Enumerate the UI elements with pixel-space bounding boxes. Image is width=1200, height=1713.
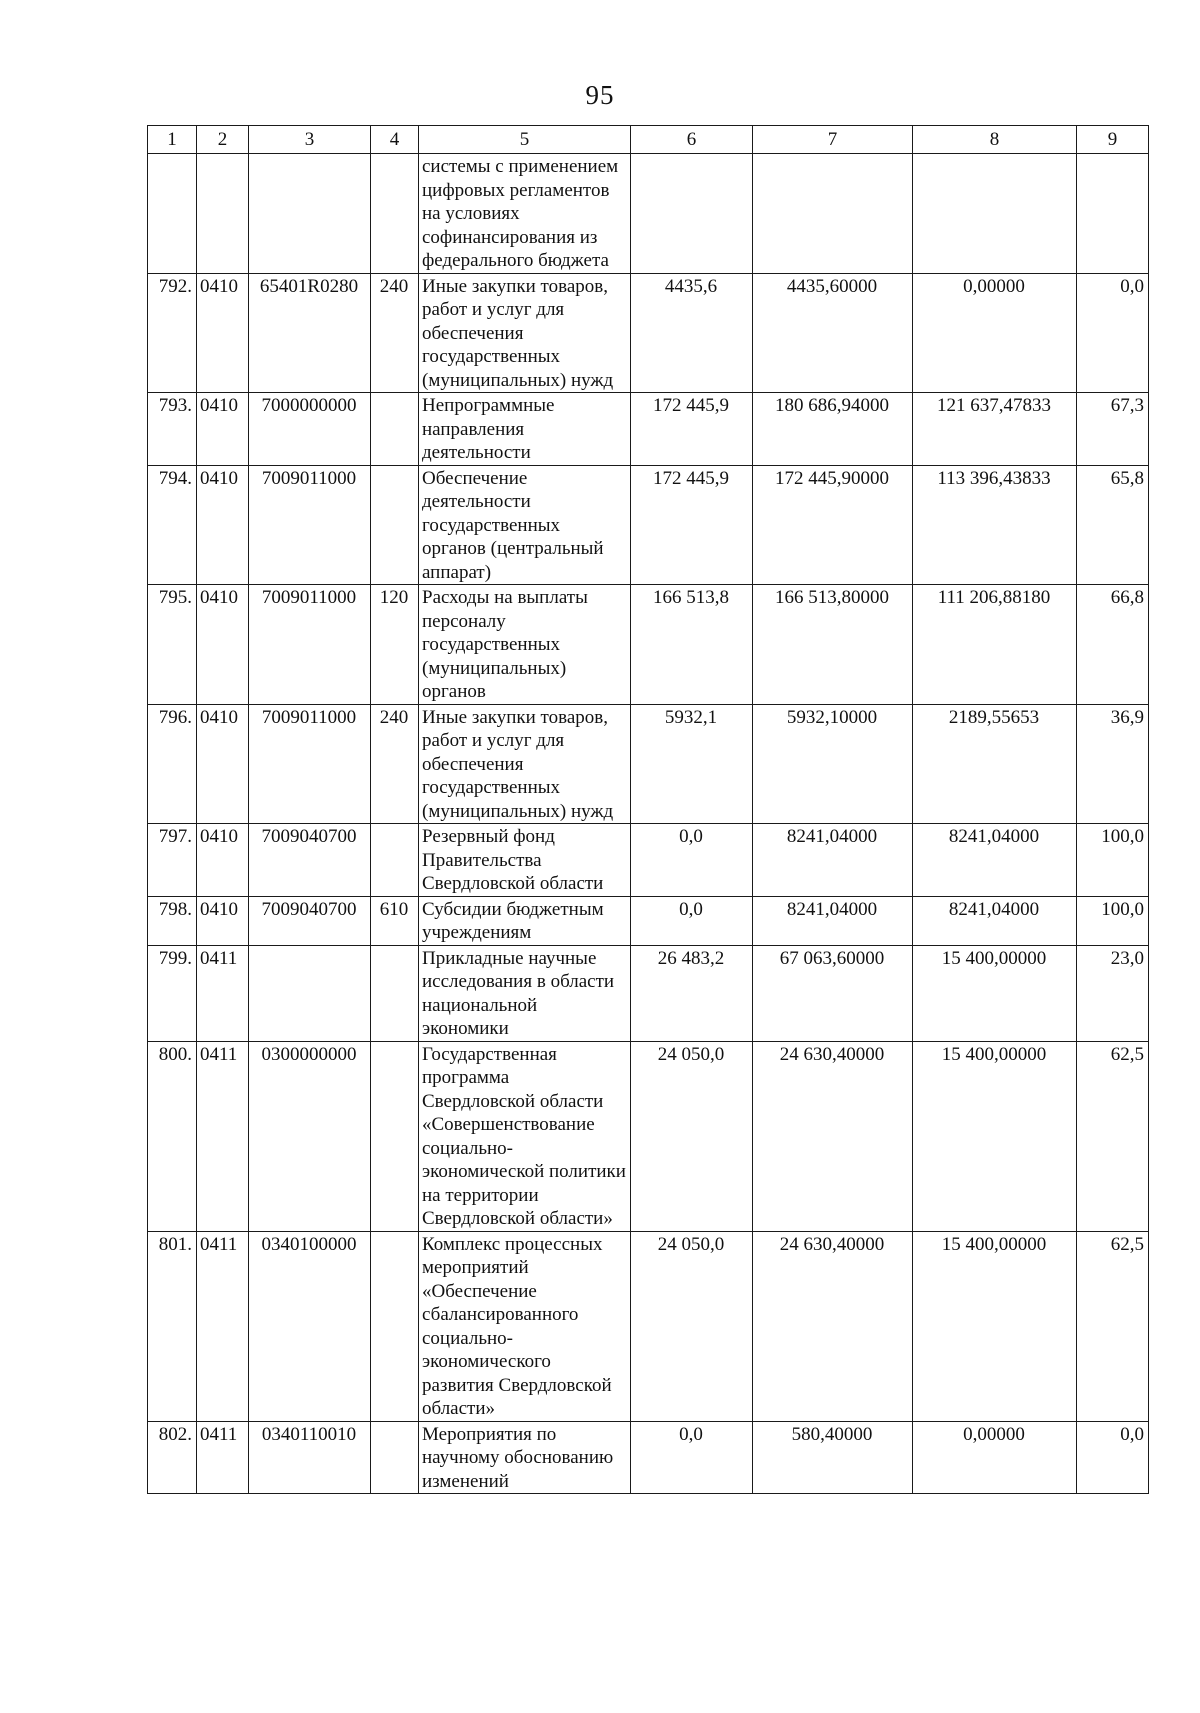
table-row bbox=[148, 1421, 1149, 1494]
budget-list-amount-cell: 166 513,80000 bbox=[753, 585, 913, 705]
executed-amount-cell bbox=[913, 154, 1077, 274]
target-article-cell: 7009040700 bbox=[249, 896, 371, 945]
target-article-cell: 7009011000 bbox=[249, 585, 371, 705]
item-name-cell: Обеспечение деятельности государственных органов (центральный аппарат) bbox=[419, 465, 631, 585]
row-number-cell: 796. bbox=[148, 704, 197, 824]
target-article-cell: 0300000000 bbox=[249, 1041, 371, 1231]
executed-amount-cell: 0,00000 bbox=[913, 1421, 1077, 1494]
header-cell: 9 bbox=[1077, 126, 1149, 154]
executed-amount-cell: 113 396,43833 bbox=[913, 465, 1077, 585]
row-number-cell bbox=[148, 154, 197, 274]
section-code-cell: 0410 bbox=[197, 393, 249, 466]
executed-amount-cell: 15 400,00000 bbox=[913, 945, 1077, 1041]
header-cell: 7 bbox=[753, 126, 913, 154]
budget-list-amount-cell: 180 686,94000 bbox=[753, 393, 913, 466]
item-name-cell: Прикладные научные исследования в области национальной экономики bbox=[419, 945, 631, 1041]
execution-percent-cell: 0,0 bbox=[1077, 273, 1149, 393]
section-code-cell: 0410 bbox=[197, 585, 249, 705]
executed-amount-cell: 8241,04000 bbox=[913, 824, 1077, 897]
header-cell: 3 bbox=[249, 126, 371, 154]
target-article-cell: 7000000000 bbox=[249, 393, 371, 466]
executed-amount-cell: 0,00000 bbox=[913, 273, 1077, 393]
execution-percent-cell: 23,0 bbox=[1077, 945, 1149, 1041]
expense-type-cell bbox=[371, 465, 419, 585]
executed-amount-cell: 8241,04000 bbox=[913, 896, 1077, 945]
section-code-cell: 0410 bbox=[197, 465, 249, 585]
section-code-cell: 0410 bbox=[197, 824, 249, 897]
table-row bbox=[148, 1041, 1149, 1231]
table-row bbox=[148, 393, 1149, 466]
budget-list-amount-cell: 5932,10000 bbox=[753, 704, 913, 824]
section-code-cell: 0411 bbox=[197, 1421, 249, 1494]
item-name-cell: Иные закупки товаров, работ и услуг для обеспечения государственных (муниципальных) нужд bbox=[419, 704, 631, 824]
section-code-cell: 0411 bbox=[197, 1231, 249, 1421]
execution-percent-cell: 0,0 bbox=[1077, 1421, 1149, 1494]
approved-amount-cell: 0,0 bbox=[631, 1421, 753, 1494]
expense-type-cell bbox=[371, 154, 419, 274]
table-row bbox=[148, 945, 1149, 1041]
execution-percent-cell: 100,0 bbox=[1077, 896, 1149, 945]
expense-type-cell: 120 bbox=[371, 585, 419, 705]
target-article-cell: 0340100000 bbox=[249, 1231, 371, 1421]
budget-table bbox=[147, 125, 1149, 1494]
budget-list-amount-cell: 8241,04000 bbox=[753, 824, 913, 897]
execution-percent-cell: 66,8 bbox=[1077, 585, 1149, 705]
execution-percent-cell: 62,5 bbox=[1077, 1231, 1149, 1421]
table-header-row bbox=[148, 126, 1149, 154]
execution-percent-cell: 36,9 bbox=[1077, 704, 1149, 824]
budget-list-amount-cell: 4435,60000 bbox=[753, 273, 913, 393]
approved-amount-cell: 166 513,8 bbox=[631, 585, 753, 705]
approved-amount-cell bbox=[631, 154, 753, 274]
table-row bbox=[148, 1231, 1149, 1421]
table-row bbox=[148, 585, 1149, 705]
section-code-cell: 0410 bbox=[197, 273, 249, 393]
executed-amount-cell: 15 400,00000 bbox=[913, 1041, 1077, 1231]
row-number-cell: 793. bbox=[148, 393, 197, 466]
executed-amount-cell: 2189,55653 bbox=[913, 704, 1077, 824]
row-number-cell: 798. bbox=[148, 896, 197, 945]
table-row bbox=[148, 704, 1149, 824]
approved-amount-cell: 0,0 bbox=[631, 896, 753, 945]
budget-list-amount-cell bbox=[753, 154, 913, 274]
expense-type-cell bbox=[371, 393, 419, 466]
header-cell: 6 bbox=[631, 126, 753, 154]
execution-percent-cell: 65,8 bbox=[1077, 465, 1149, 585]
item-name-cell: Комплекс процессных мероприятий «Обеспечение сбалансированного социально-экономического развития Свердловской области» bbox=[419, 1231, 631, 1421]
approved-amount-cell: 24 050,0 bbox=[631, 1041, 753, 1231]
target-article-cell bbox=[249, 154, 371, 274]
expense-type-cell bbox=[371, 1231, 419, 1421]
row-number-cell: 801. bbox=[148, 1231, 197, 1421]
expense-type-cell bbox=[371, 1041, 419, 1231]
target-article-cell: 7009040700 bbox=[249, 824, 371, 897]
header-cell: 8 bbox=[913, 126, 1077, 154]
executed-amount-cell: 111 206,88180 bbox=[913, 585, 1077, 705]
item-name-cell: Мероприятия по научному обоснованию изменений bbox=[419, 1421, 631, 1494]
row-number-cell: 794. bbox=[148, 465, 197, 585]
approved-amount-cell: 0,0 bbox=[631, 824, 753, 897]
target-article-cell: 0340110010 bbox=[249, 1421, 371, 1494]
header-cell: 2 bbox=[197, 126, 249, 154]
execution-percent-cell bbox=[1077, 154, 1149, 274]
expense-type-cell: 240 bbox=[371, 704, 419, 824]
table-row bbox=[148, 273, 1149, 393]
budget-list-amount-cell: 172 445,90000 bbox=[753, 465, 913, 585]
approved-amount-cell: 172 445,9 bbox=[631, 465, 753, 585]
budget-list-amount-cell: 8241,04000 bbox=[753, 896, 913, 945]
budget-list-amount-cell: 67 063,60000 bbox=[753, 945, 913, 1041]
execution-percent-cell: 62,5 bbox=[1077, 1041, 1149, 1231]
expense-type-cell bbox=[371, 945, 419, 1041]
execution-percent-cell: 100,0 bbox=[1077, 824, 1149, 897]
page-number: 95 bbox=[585, 80, 615, 110]
table-row bbox=[148, 824, 1149, 897]
row-number-cell: 797. bbox=[148, 824, 197, 897]
section-code-cell: 0411 bbox=[197, 1041, 249, 1231]
row-number-cell: 802. bbox=[148, 1421, 197, 1494]
expense-type-cell: 240 bbox=[371, 273, 419, 393]
approved-amount-cell: 5932,1 bbox=[631, 704, 753, 824]
approved-amount-cell: 4435,6 bbox=[631, 273, 753, 393]
header-cell: 4 bbox=[371, 126, 419, 154]
item-name-cell: Государственная программа Свердловской области «Совершенствование социально-экономической политики на территории Свердловской области» bbox=[419, 1041, 631, 1231]
table-row bbox=[148, 465, 1149, 585]
table-row bbox=[148, 896, 1149, 945]
budget-list-amount-cell: 24 630,40000 bbox=[753, 1231, 913, 1421]
item-name-cell: Иные закупки товаров, работ и услуг для обеспечения государственных (муниципальных) нужд bbox=[419, 273, 631, 393]
approved-amount-cell: 24 050,0 bbox=[631, 1231, 753, 1421]
budget-list-amount-cell: 580,40000 bbox=[753, 1421, 913, 1494]
expense-type-cell bbox=[371, 1421, 419, 1494]
table-row bbox=[148, 154, 1149, 274]
row-number-cell: 795. bbox=[148, 585, 197, 705]
section-code-cell: 0410 bbox=[197, 704, 249, 824]
section-code-cell: 0410 bbox=[197, 896, 249, 945]
item-name-cell: Субсидии бюджетным учреждениям bbox=[419, 896, 631, 945]
expense-type-cell: 610 bbox=[371, 896, 419, 945]
row-number-cell: 792. bbox=[148, 273, 197, 393]
row-number-cell: 799. bbox=[148, 945, 197, 1041]
header-cell: 5 bbox=[419, 126, 631, 154]
section-code-cell: 0411 bbox=[197, 945, 249, 1041]
approved-amount-cell: 26 483,2 bbox=[631, 945, 753, 1041]
approved-amount-cell: 172 445,9 bbox=[631, 393, 753, 466]
target-article-cell: 7009011000 bbox=[249, 704, 371, 824]
header-cell: 1 bbox=[148, 126, 197, 154]
section-code-cell bbox=[197, 154, 249, 274]
target-article-cell: 7009011000 bbox=[249, 465, 371, 585]
item-name-cell: Непрограммные направления деятельности bbox=[419, 393, 631, 466]
item-name-cell: системы с применением цифровых регламентов на условиях софинансирования из федерального бюджета bbox=[419, 154, 631, 274]
executed-amount-cell: 121 637,47833 bbox=[913, 393, 1077, 466]
executed-amount-cell: 15 400,00000 bbox=[913, 1231, 1077, 1421]
row-number-cell: 800. bbox=[148, 1041, 197, 1231]
item-name-cell: Резервный фонд Правительства Свердловской области bbox=[419, 824, 631, 897]
budget-list-amount-cell: 24 630,40000 bbox=[753, 1041, 913, 1231]
target-article-cell bbox=[249, 945, 371, 1041]
execution-percent-cell: 67,3 bbox=[1077, 393, 1149, 466]
item-name-cell: Расходы на выплаты персоналу государственных (муниципальных) органов bbox=[419, 585, 631, 705]
expense-type-cell bbox=[371, 824, 419, 897]
target-article-cell: 65401R0280 bbox=[249, 273, 371, 393]
